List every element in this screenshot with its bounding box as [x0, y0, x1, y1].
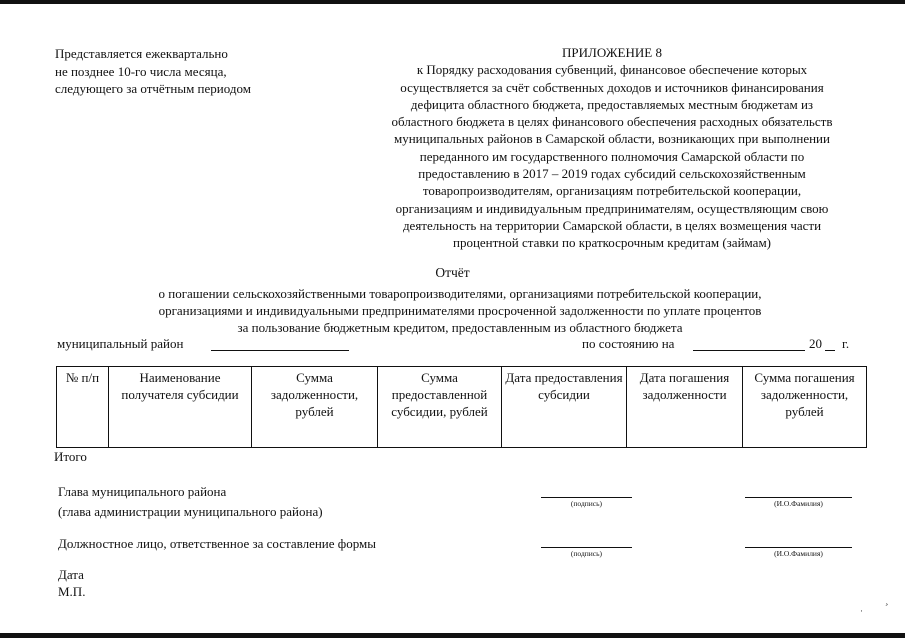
- responsible-official-label: Должностное лицо, ответственное за составление формы: [58, 536, 376, 551]
- appendix-line: организациям и индивидуальным предпринимателям, осуществляющим свою: [395, 200, 829, 216]
- report-title: Отчёт: [435, 265, 470, 280]
- appendix-line: дефицита областного бюджета, предоставляемых местным бюджетам из: [410, 96, 814, 112]
- report-subtitle-line: организациями и индивидуальными предпринимателями просроченной задолженности по уплате процентов: [158, 303, 762, 318]
- column-header-repayment-date: Дата погашения задолженности: [627, 367, 743, 448]
- appendix-line: муниципальных районов в Самарской области, возникающих при выполнении: [394, 131, 830, 147]
- municipal-row: [57, 336, 857, 354]
- scan-speck: ·: [860, 606, 863, 616]
- year-blank-field[interactable]: [825, 350, 835, 351]
- appendix-line: предоставлению в 2017 – 2019 годах субсидий сельскохозяйственным: [418, 166, 806, 182]
- submission-note-line: следующего за отчётным периодом: [55, 81, 251, 96]
- district-blank-field[interactable]: [211, 350, 349, 351]
- submission-note-line: Представляется ежеквартально: [55, 46, 228, 61]
- report-subtitle-line: о погашении сельскохозяйственными товаропроизводителями, организациями потребительской кооперации,: [158, 286, 762, 301]
- head-signatory-label: [58, 482, 323, 522]
- head-signature-line[interactable]: [541, 497, 632, 498]
- date-label: Дата: [58, 567, 84, 582]
- submission-note: [55, 45, 315, 98]
- appendix-line: процентной ставки по краткосрочным кредитам (займам): [452, 235, 771, 251]
- responsible-name-line[interactable]: [745, 547, 852, 548]
- head-signatory-line: (глава администрации муниципального района): [58, 504, 323, 519]
- scan-border-bottom: [0, 633, 905, 638]
- column-header-subsidy-amount: Сумма предоставленной субсидии, рублей: [378, 367, 502, 448]
- head-name-line[interactable]: [745, 497, 852, 498]
- head-signatory-line: Глава муниципального района: [58, 484, 227, 499]
- column-header-number: № п/п: [57, 367, 109, 448]
- submission-note-line: не позднее 10-го числа месяца,: [55, 63, 227, 79]
- column-header-subsidy-date: Дата предоставления субсидии: [502, 367, 627, 448]
- state-date-blank-field[interactable]: [693, 350, 805, 351]
- responsible-name-caption: (И.О.Фамилия): [774, 549, 823, 558]
- total-label: Итого: [54, 449, 87, 464]
- state-date-label: по состоянию на: [582, 336, 675, 351]
- year-prefix: 20: [809, 336, 822, 351]
- footer-block: [58, 566, 85, 600]
- report-table: [56, 366, 867, 448]
- report-subtitle-line: за пользование бюджетным кредитом, предоставленным из областного бюджета: [237, 320, 683, 335]
- appendix-block: [347, 44, 877, 252]
- scan-speck: ¸: [885, 595, 889, 606]
- appendix-line: к Порядку расходования субвенций, финансовое обеспечение которых: [416, 62, 808, 78]
- column-header-repayment-amount: Сумма погашения задолженности, рублей: [743, 367, 867, 448]
- report-subtitle: [60, 285, 860, 336]
- column-header-debt-amount: Сумма задолженности, рублей: [252, 367, 378, 448]
- table-header-row: [57, 367, 867, 448]
- head-signature-caption: (подпись): [570, 499, 603, 508]
- head-name-caption: (И.О.Фамилия): [774, 499, 823, 508]
- scan-border-top: [0, 0, 905, 4]
- appendix-line: областного бюджета в целях финансового обеспечения расходных обязательств: [391, 114, 833, 130]
- appendix-line: осуществляется за счёт собственных доходов и источников финансирования: [400, 79, 824, 95]
- appendix-line: переданного им государственного полномочия Самарской области по: [419, 148, 805, 164]
- responsible-signature-line[interactable]: [541, 547, 632, 548]
- appendix-title: ПРИЛОЖЕНИЕ 8: [562, 45, 662, 60]
- seal-label: М.П.: [58, 584, 86, 599]
- column-header-recipient: Наименование получателя субсидии: [109, 367, 252, 448]
- district-label: муниципальный район: [57, 336, 184, 351]
- appendix-line: деятельность на территории Самарской области, в целях возмещения части: [402, 217, 822, 233]
- appendix-line: товаропроизводителям, организациям потребительской кооперации,: [422, 183, 802, 199]
- responsible-signature-caption: (подпись): [570, 549, 603, 558]
- year-suffix: г.: [842, 336, 850, 351]
